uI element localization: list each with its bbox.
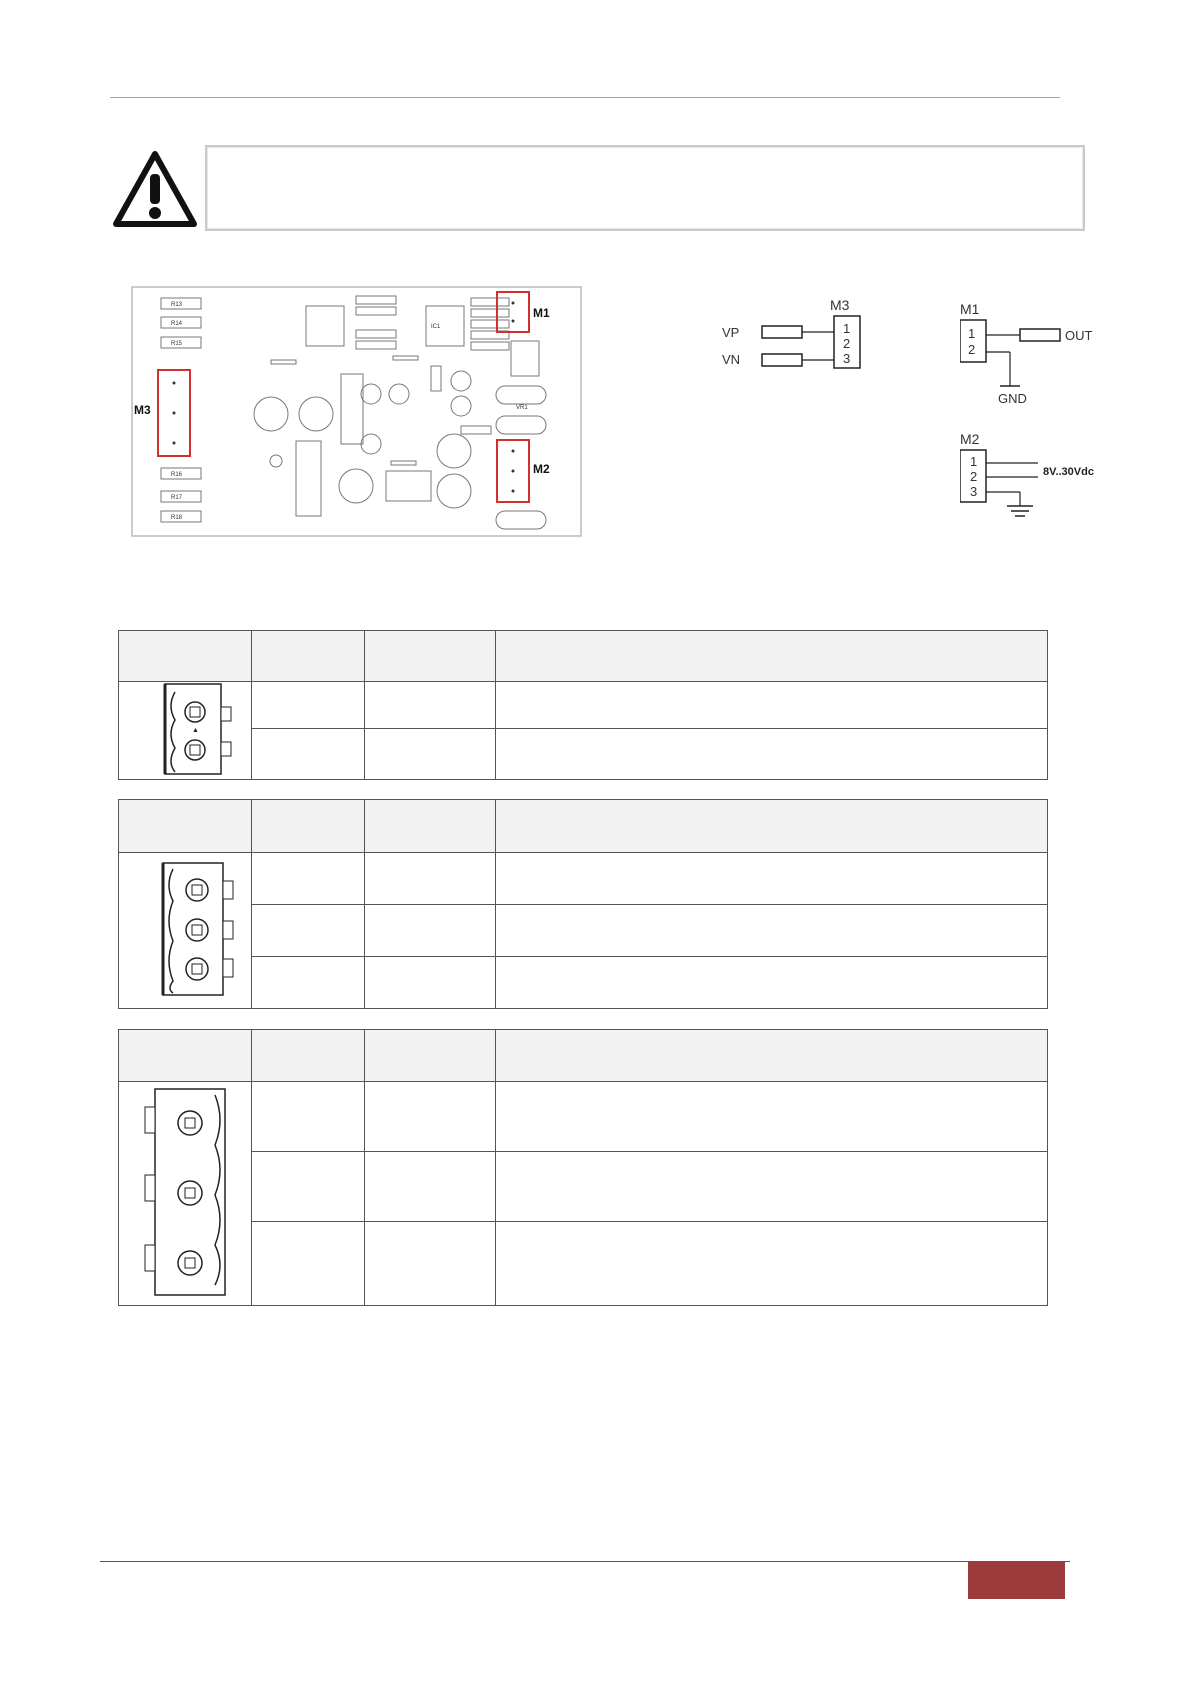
svg-text:M1: M1: [960, 301, 980, 317]
svg-text:R16: R16: [171, 472, 183, 478]
table-header: [496, 1030, 1048, 1082]
table-header: [496, 800, 1048, 853]
m3-vn-label: VN: [722, 352, 741, 367]
connector-2pin-image: [119, 682, 252, 780]
svg-text:3: 3: [843, 351, 851, 366]
svg-text:R13: R13: [171, 302, 183, 308]
svg-text:VR1: VR1: [516, 405, 528, 411]
m3-title: M3: [830, 298, 850, 313]
m1-gnd-label: GND: [998, 391, 1027, 405]
connector-3pin-image: [119, 853, 252, 1009]
table-header: [252, 1030, 365, 1082]
svg-text:R17: R17: [171, 495, 183, 501]
table-header: [365, 631, 496, 682]
terminal-block-2pin-icon: [135, 682, 235, 776]
table-header: [252, 631, 365, 682]
schematic-m1: [960, 300, 1110, 405]
svg-text:3: 3: [970, 484, 978, 499]
table-header: [365, 800, 496, 853]
svg-text:M2: M2: [960, 431, 980, 447]
m2-supply-label: 8V..30Vdc: [1043, 466, 1094, 478]
svg-text:M1: M1: [533, 306, 550, 320]
svg-text:M3: M3: [134, 403, 151, 417]
table-header: [365, 1030, 496, 1082]
table-header: [119, 1030, 252, 1082]
m3-vp-label: VP: [722, 325, 740, 340]
svg-text:R18: R18: [171, 515, 183, 521]
table-header: [119, 800, 252, 853]
svg-text:R15: R15: [171, 341, 183, 347]
footer-rule: [100, 1561, 1070, 1562]
table-header: [496, 631, 1048, 682]
connector-3pin-large-image: [119, 1082, 252, 1306]
table-header: [119, 631, 252, 682]
connector-table-3: [118, 1029, 1048, 1306]
warning-box: [205, 145, 1085, 231]
page-number-tab: [968, 1561, 1065, 1599]
svg-text:M2: M2: [533, 462, 550, 476]
terminal-block-3pin-icon: [135, 859, 235, 999]
connector-table-2: [118, 799, 1048, 1009]
svg-text:2: 2: [968, 342, 976, 357]
svg-text:IC1: IC1: [431, 324, 441, 330]
schematic-m2: [960, 430, 1120, 530]
pcb-layout: [131, 286, 582, 537]
schematic-m3: [722, 298, 872, 380]
svg-text:1: 1: [968, 326, 976, 341]
connector-table-1: [118, 630, 1048, 780]
svg-text:R14: R14: [171, 321, 183, 327]
svg-text:▲: ▲: [192, 727, 199, 734]
svg-text:2: 2: [970, 469, 978, 484]
table-header: [252, 800, 365, 853]
header-rule: [110, 97, 1060, 98]
terminal-block-3pin-large-icon: [135, 1085, 235, 1299]
svg-text:2: 2: [843, 336, 851, 351]
warning-icon: [112, 150, 198, 228]
svg-text:1: 1: [843, 321, 851, 336]
m1-out-label: OUT: [1065, 328, 1093, 343]
svg-text:1: 1: [970, 454, 978, 469]
